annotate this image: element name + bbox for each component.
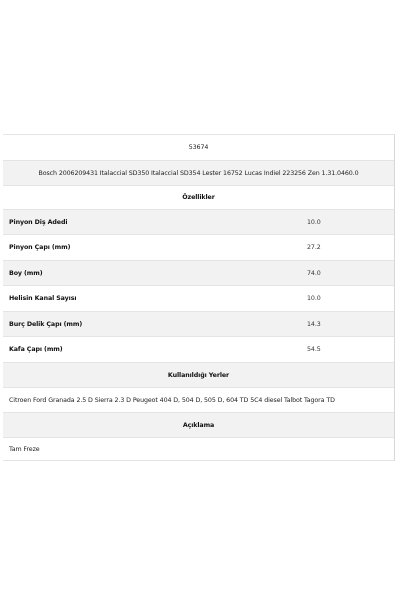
features-heading: Özellikler xyxy=(182,194,215,201)
feature-value: 10.0 xyxy=(307,218,321,226)
usage-text: Citroen Ford Granada 2.5 D Sierra 2.3 D Peugeot 404 D, 504 D, 505 D, 604 TD 5C4 diesel Talbot Tagora TD xyxy=(9,396,335,404)
feature-row xyxy=(3,337,394,363)
cross-references: Bosch 2006209431 Italaccial SD350 Italaccial SD354 Lester 16752 Lucas Indiel 223256 Zen 1.31.0460.0 xyxy=(38,169,359,177)
description-row xyxy=(3,438,394,461)
feature-label: Burç Delik Çapı (mm) xyxy=(9,320,83,328)
product-code: 53674 xyxy=(188,144,209,151)
feature-label: Pinyon Çapı (mm) xyxy=(9,244,71,251)
feature-value: 10.0 xyxy=(307,295,321,302)
feature-value: 27.2 xyxy=(307,244,321,251)
product-code-row xyxy=(3,135,394,161)
feature-value: 74.0 xyxy=(307,269,321,277)
feature-value: 14.3 xyxy=(307,320,321,328)
description-heading-row xyxy=(3,413,394,438)
cross-reference-row xyxy=(3,161,394,186)
feature-value: 54.5 xyxy=(307,346,321,353)
usage-heading: Kullanıldığı Yerler xyxy=(167,371,230,379)
usage-row xyxy=(3,388,394,413)
features-heading-row xyxy=(3,186,394,210)
description-text: Tam Freze xyxy=(9,445,40,453)
feature-row xyxy=(3,261,394,286)
feature-row xyxy=(3,312,394,337)
feature-row xyxy=(3,286,394,312)
description-heading: Açıklama xyxy=(182,421,215,429)
feature-row xyxy=(3,210,394,235)
feature-label: Pinyon Diş Adedi xyxy=(9,218,68,226)
feature-row xyxy=(3,235,394,261)
feature-label: Helisin Kanal Sayısı xyxy=(9,295,77,302)
spec-table xyxy=(3,134,395,461)
feature-label: Kafa Çapı (mm) xyxy=(9,346,63,353)
feature-label: Boy (mm) xyxy=(9,269,43,277)
usage-heading-row xyxy=(3,363,394,388)
